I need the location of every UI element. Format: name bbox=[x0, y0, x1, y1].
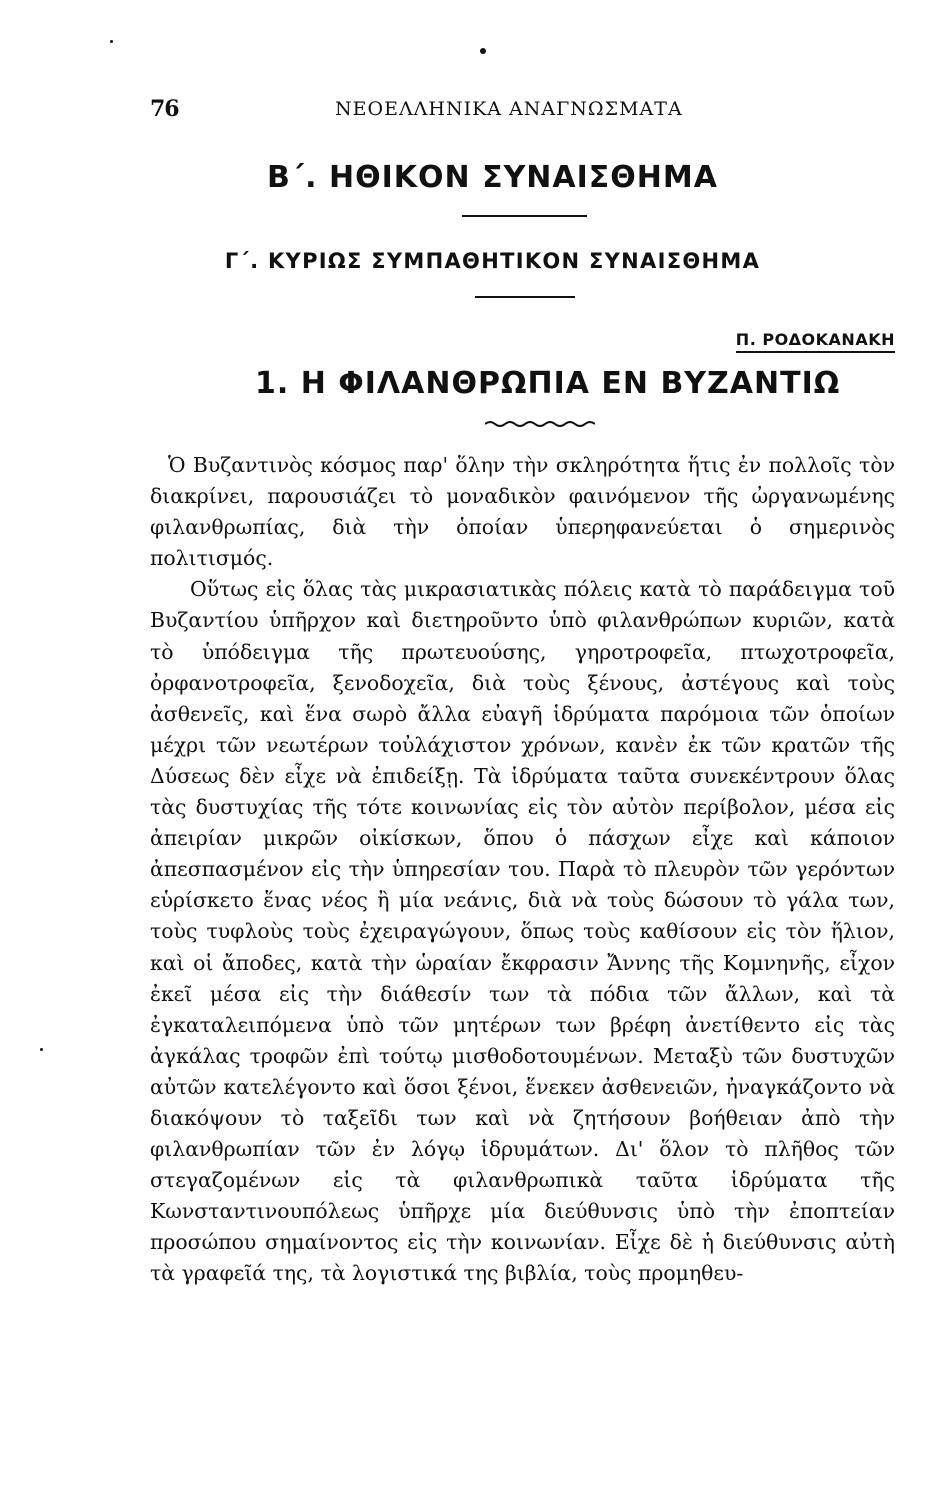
ink-speck bbox=[110, 40, 113, 43]
section-title: Β΄. ΗΘΙΚΟΝ ΣΥΝΑΙΣΘΗΜΑ bbox=[267, 160, 718, 195]
article-body bbox=[150, 450, 895, 1290]
author-name: Π. ΡΟΔΟΚΑΝΑΚΗ bbox=[736, 330, 895, 353]
page-number: 76 bbox=[150, 96, 179, 122]
paragraph: Οὕτως εἰς ὅλας τὰς μικρασιατικὰς πόλεις κατὰ τὸ παράδειγμα τοῦ Βυζαντίου ὑπῆρχον καὶ διετηροῦντο ὑπὸ φιλανθρώπων κυριῶν, κατὰ τὸ ὑπόδειγμα τῆς πρωτευούσης, γηροτροφεῖα, πτωχοτροφεῖα, ὀρφανοτροφεῖα, ξενοδοχεῖα, διὰ τοὺς ξένους, ἀστέγους καὶ τοὺς ἀσθενεῖς, καὶ ἕνα σωρὸ ἄλλα εὐαγῆ ἱδρύματα παρόμοια τῶν ὁποίων μέχρι τῶν νεωτέρων τοὐλάχιστον χρόνων, κανὲν ἐκ τῶν κρατῶν τῆς Δύσεως δὲν εἶχε νὰ ἐπιδείξῃ. Τὰ ἱδρύματα ταῦτα συνεκέντρουν ὅλας τὰς δυστυχίας τῆς τότε κοινωνίας εἰς τὸν αὐτὸν περίβολον, μέσα εἰς ἀπειρίαν μικρῶν οἰκίσκων, ὅπου ὁ πάσχων εἶχε καὶ κάποιον ἀπεσπασμένον εἰς τὴν ὑπηρεσίαν του. Παρὰ τὸ πλευρὸν τῶν γερόντων εὑρίσκετο ἕνας νέος ἢ μία νεάνις, διὰ νὰ τοὺς δώσουν τὸ γάλα των, τοὺς τυφλοὺς τοὺς ἐχειραγώγουν, ὅπως τοὺς καθίσουν εἰς τὸν ἥλιον, καὶ οἱ ἄποδες, κατὰ τὴν ὡραίαν ἔκφρασιν Ἄννης τῆς Κομνηνῆς, εἶχον ἐκεῖ μέσα εἰς τὴν διάθεσίν των τὰ πόδια τῶν ἄλλων, καὶ τὰ ἐγκαταλειπόμενα ὑπὸ τῶν μητέρων των βρέφη ἀνετίθεντο εἰς τὰς ἀγκάλας τροφῶν ἐπὶ τούτῳ μισθοδοτουμένων. Μεταξὺ τῶν δυστυχῶν αὐτῶν κατελέγοντο καὶ ὅσοι ξένοι, ἕνεκεν ἀσθενειῶν, ἠναγκάζοντο νὰ διακόψουν τὸ ταξεῖδι των καὶ νὰ ζητήσουν βοήθειαν ἀπὸ τὴν φιλανθρωπίαν τῶν ἐν λόγῳ ἱδρυμάτων. Δι' ὅλον τὸ πλῆθος τῶν στεγαζομένων εἰς τὰ φιλανθρωπικὰ ταῦτα ἱδρύματα τῆς Κωνσταντινουπόλεως ὑπῆρχε μία διεύθυνσις ὑπὸ τὴν ἐποπτείαν προσώπου σημαίνοντος εἰς τὴν κοινωνίαν. Εἶχε δὲ ἡ διεύθυνσις αὐτὴ τὰ γραφεῖά της, τὰ λογιστικά της βιβλία, τοὺς προμηθευ- bbox=[150, 577, 895, 1286]
subsection-title: Γ΄. ΚΥΡΙΩΣ ΣΥΜΠΑΘΗΤΙΚΟΝ ΣΥΝΑΙΣΘΗΜΑ bbox=[224, 249, 761, 273]
subsection-rule bbox=[475, 296, 575, 298]
paragraph: Ὁ Βυζαντινὸς κόσμος παρ' ὅλην τὴν σκληρότητα ἥτις ἐν πολλοῖς τὸν διακρίνει, παρουσιάζει τὸ μοναδικὸν φαινόμενον τῆς ὠργανωμένης φιλανθρωπίας, διὰ τὴν ὁποίαν ὑπερηφανεύεται ὁ σημερινὸς πολιτισμός. bbox=[150, 453, 895, 571]
page-header bbox=[150, 96, 890, 132]
section-rule bbox=[462, 215, 587, 217]
wavy-rule-ornament bbox=[485, 420, 595, 428]
running-head: ΝΕΟΕΛΛΗΝΙΚΑ ΑΝΑΓΝΩΣΜΑΤΑ bbox=[335, 98, 683, 120]
ink-speck bbox=[40, 1048, 43, 1051]
ink-speck bbox=[480, 48, 486, 54]
article-title: 1. Η ΦΙΛΑΝΘΡΩΠΙΑ ΕΝ ΒΥΖΑΝΤΙΩ bbox=[255, 366, 841, 401]
